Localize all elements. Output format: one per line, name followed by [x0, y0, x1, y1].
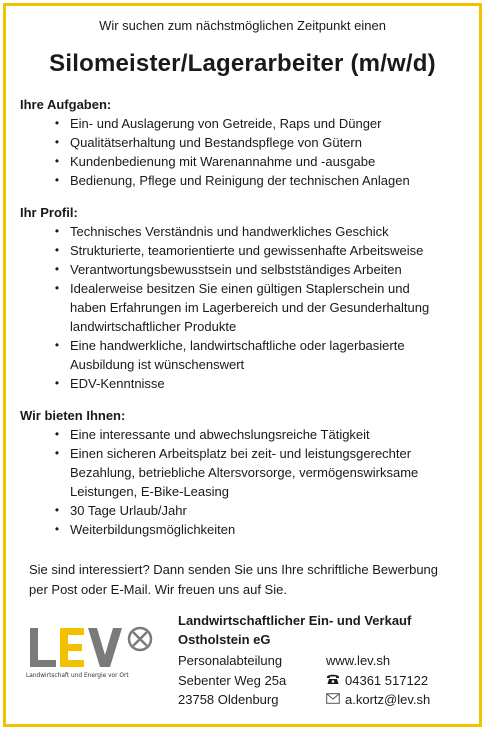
phone-number[interactable]: 04361 517122 [345, 672, 429, 688]
bullet: • [54, 446, 60, 460]
list-item: • Bedienung, Pflege und Reinigung der technischen Anlagen [20, 171, 471, 190]
list-item: • Eine interessante und abwechslungsreiche Tätigkeit [20, 425, 471, 444]
bullet: • [54, 427, 60, 441]
city: 23758 Oldenburg [178, 692, 279, 707]
section-heading: Wir bieten Ihnen: [20, 408, 126, 423]
bullet: • [54, 503, 60, 517]
list-item: • Verantwortungsbewusstsein und selbstständiges Arbeiten [20, 260, 471, 279]
job-title: Silomeister/Lagerarbeiter (m/w/d) [49, 50, 436, 77]
job-ad-frame [3, 3, 482, 727]
bullet: • [54, 281, 60, 295]
bullet: • [54, 376, 60, 390]
list-item: • Technisches Verständnis und handwerkliches Geschick [20, 222, 471, 241]
bullet: • [54, 338, 60, 352]
intro-line: Wir suchen zum nächstmöglichen Zeitpunkt einen [99, 18, 386, 33]
website-link[interactable]: www.lev.sh [326, 653, 391, 668]
bullet: • [54, 154, 60, 168]
list-item: • Qualitätserhaltung und Bestandspflege von Gütern [20, 133, 471, 152]
list-item: • 30 Tage Urlaub/Jahr [20, 501, 471, 520]
email-row [326, 690, 430, 710]
bullet: • [54, 522, 60, 536]
section-profile [20, 203, 471, 393]
closing-text: Sie sind interessiert? Dann senden Sie uns Ihre schriftliche Bewerbung per Post oder E-Mail. Wir freuen uns auf Sie. [29, 562, 439, 597]
contact-block [326, 651, 430, 710]
profile-list [20, 222, 471, 393]
phone-icon [326, 671, 342, 691]
bullet: • [54, 262, 60, 276]
bullet: • [54, 224, 60, 238]
list-item: • EDV-Kenntnisse [20, 374, 471, 393]
section-tasks [20, 95, 471, 190]
list-item: • Idealerweise besitzen Sie einen gültigen Staplerschein und haben Erfahrungen im Lagerbereich und der Gesunderhaltung landwirtschaftlicher Produkte [20, 279, 471, 336]
email-address[interactable]: a.kortz@lev.sh [345, 692, 431, 707]
bullet: • [54, 116, 60, 130]
section-offer [20, 406, 471, 539]
task-list [20, 114, 471, 190]
phone-row [326, 671, 430, 691]
section-heading: Ihre Aufgaben: [20, 97, 112, 112]
bullet: • [54, 173, 60, 187]
offer-list [20, 425, 471, 539]
list-item: • Strukturierte, teamorientierte und gewissenhafte Arbeitsweise [20, 241, 471, 260]
street: Sebenter Weg 25a [178, 672, 287, 688]
department: Personalabteilung [178, 653, 283, 668]
address-block [178, 651, 286, 710]
logo-tagline: Landwirtschaft und Energie vor Ort [26, 671, 129, 679]
company-name: Landwirtschaftlicher Ein- und Verkauf Ostholstein eG [178, 613, 412, 647]
list-item: • Einen sicheren Arbeitsplatz bei zeit- und leistungsgerechter Bezahlung, betriebliche Altersvorsorge, vermögenswirksame Leistungen, E-Bike-Leasing [20, 444, 471, 501]
bullet: • [54, 243, 60, 257]
lev-logo [26, 624, 166, 684]
lev-logo-mark [26, 624, 166, 670]
section-heading: Ihr Profil: [20, 205, 78, 220]
list-item: • Weiterbildungsmöglichkeiten [20, 520, 471, 539]
list-item: • Eine handwerkliche, landwirtschaftliche oder lagerbasierte Ausbildung ist wünschenswert [20, 336, 471, 374]
list-item: • Ein- und Auslagerung von Getreide, Raps und Dünger [20, 114, 471, 133]
envelope-icon [326, 690, 342, 710]
bullet: • [54, 135, 60, 149]
list-item: • Kundenbedienung mit Warenannahme und -ausgabe [20, 152, 471, 171]
